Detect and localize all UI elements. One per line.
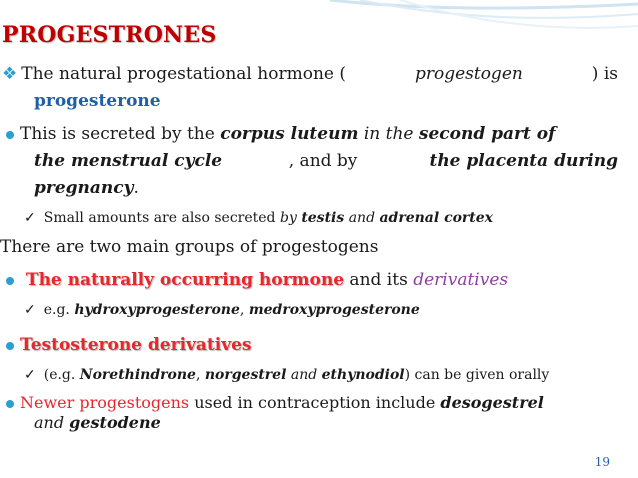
text-segment: hydroxyprogesterone bbox=[74, 302, 240, 318]
text-segment: derivatives bbox=[413, 270, 509, 290]
page-number: 19 bbox=[594, 455, 610, 469]
text-segment: progestogen bbox=[414, 64, 523, 84]
round-bullet-icon bbox=[6, 131, 14, 139]
text-segment: . bbox=[133, 178, 139, 198]
text-line bbox=[34, 151, 618, 171]
text-line bbox=[34, 413, 638, 432]
checkmark-bullet-icon: ✓ bbox=[24, 367, 36, 383]
text-line bbox=[6, 124, 636, 144]
text-segment: adrenal cortex bbox=[379, 210, 494, 226]
text-line bbox=[2, 64, 618, 84]
text-segment: ethynodiol bbox=[321, 367, 405, 383]
text-line bbox=[34, 91, 638, 111]
checkmark-bullet-icon: ✓ bbox=[24, 302, 36, 318]
text-segment: progesterone bbox=[34, 91, 161, 111]
slide-title: PROGESTRONES bbox=[2, 22, 217, 48]
round-bullet-icon bbox=[6, 342, 14, 350]
text-segment: norgestrel bbox=[204, 367, 287, 383]
text-segment: the placenta during bbox=[429, 151, 618, 171]
text-segment: and its bbox=[344, 270, 414, 290]
text-segment: (e.g. bbox=[43, 367, 80, 383]
text-segment: Testosterone derivatives bbox=[20, 335, 252, 355]
text-line bbox=[24, 302, 638, 318]
text-segment: Norethindrone bbox=[79, 367, 196, 383]
text-segment: This is secreted by the bbox=[20, 124, 221, 144]
text-line bbox=[6, 393, 636, 412]
text-segment: and bbox=[286, 367, 322, 383]
text-segment: Newer progestogens bbox=[20, 393, 190, 412]
diamond-bullet-icon: ❖ bbox=[2, 64, 18, 84]
text-segment: The naturally occurring hormone bbox=[20, 270, 345, 290]
text-segment: in the bbox=[358, 124, 419, 144]
text-segment: pregnancy bbox=[34, 178, 134, 198]
text-segment: There are two main groups of progestogens bbox=[0, 237, 379, 257]
round-bullet-icon bbox=[6, 277, 14, 285]
text-segment: used in contraception include bbox=[189, 393, 441, 412]
text-segment: ) is bbox=[591, 64, 618, 84]
text-segment: Small amounts are also secreted bbox=[43, 210, 280, 226]
round-bullet-icon bbox=[6, 400, 14, 408]
text-segment: The natural progestational hormone ( bbox=[21, 64, 346, 84]
text-segment: ) can be given orally bbox=[404, 367, 550, 383]
text-segment: , bbox=[195, 367, 205, 383]
text-segment: testis bbox=[301, 210, 345, 226]
text-segment: , and by bbox=[288, 151, 363, 171]
text-segment: the menstrual cycle bbox=[34, 151, 223, 171]
checkmark-bullet-icon: ✓ bbox=[24, 210, 36, 226]
text-segment: medroxyprogesterone bbox=[248, 302, 420, 318]
text-segment: desogestrel bbox=[440, 393, 544, 412]
text-segment: corpus luteum bbox=[220, 124, 359, 144]
text-line bbox=[24, 210, 638, 226]
text-segment: gestodene bbox=[69, 413, 161, 432]
text-line bbox=[6, 270, 636, 290]
text-segment: and bbox=[344, 210, 380, 226]
text-line bbox=[24, 367, 638, 383]
text-line bbox=[0, 237, 630, 257]
text-line bbox=[34, 178, 638, 198]
text-segment: , bbox=[239, 302, 249, 318]
text-segment: by bbox=[279, 210, 302, 226]
text-line bbox=[6, 335, 636, 355]
text-segment: second part of bbox=[418, 124, 556, 144]
text-segment: and bbox=[34, 413, 70, 432]
text-segment: e.g. bbox=[43, 302, 75, 318]
